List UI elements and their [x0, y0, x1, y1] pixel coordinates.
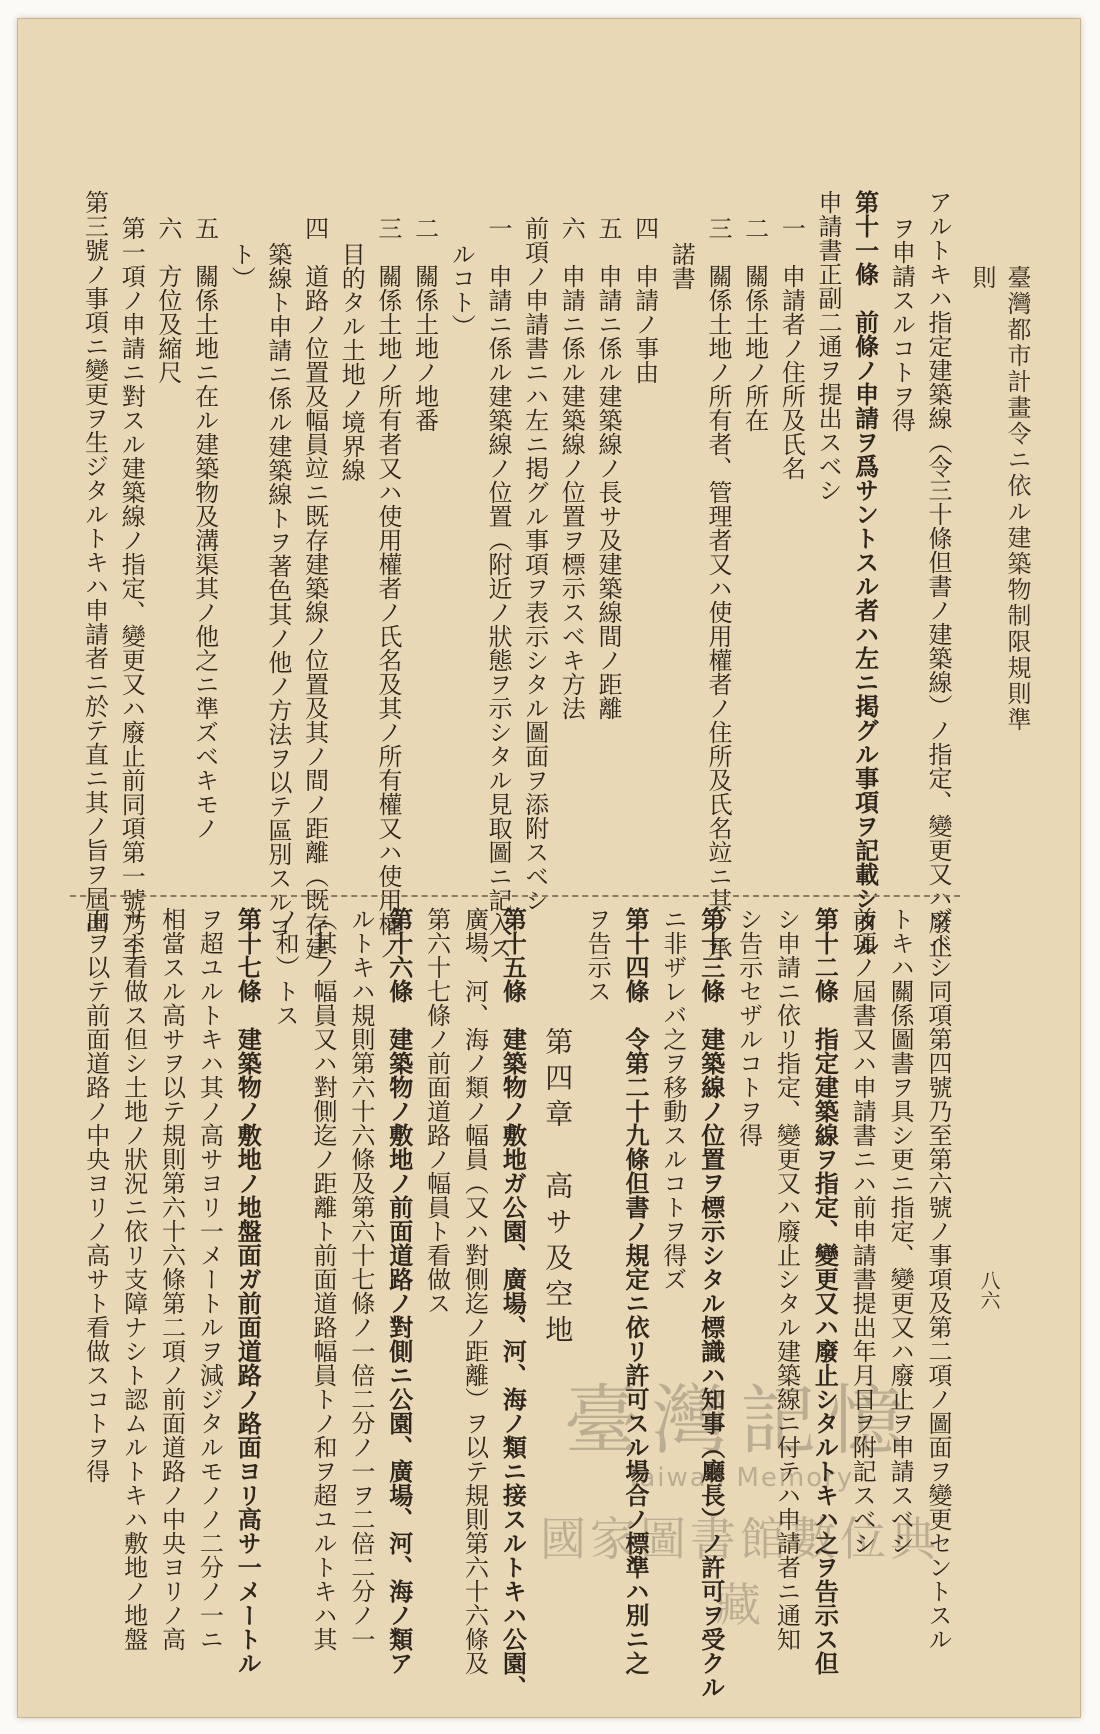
text-column: アルトキハ指定建築線（令三十條但書ノ建築線）ノ指定、變更又ハ廢止 — [924, 190, 952, 958]
text-column: ト） — [227, 242, 256, 290]
page-number: 八六 — [977, 1270, 1001, 1310]
text-column: シ申請ニ依リ指定、變更又ハ廢止シタル建築線ニ付テハ申請者ニ通知 — [772, 907, 801, 1651]
article-14-heading: 第十四條 令第二十九條但書ノ規定ニ依リ許可スル場合ノ標準ハ別ニ之 — [621, 907, 650, 1675]
text-column: 築線ト申請ニ係ル建築線トヲ著色其ノ他ノ方法ヲ以テ區別スルコ — [263, 242, 292, 938]
list-item: 六 方位及縮尺 — [153, 216, 182, 384]
text-column: ニ非ザレバ之ヲ移動スルコトヲ得ズ — [658, 907, 687, 1291]
article-11-heading: 第十一條 前條ノ申請ヲ爲サントスル者ハ左ニ掲グル事項ヲ記載シタル — [850, 190, 880, 958]
article-16-heading: 第十六條 建築物ノ敷地ノ前面道路ノ對側ニ公園、廣場、河、海ノ類ア — [384, 907, 414, 1675]
article-17-heading: 第十七條 建築物ノ敷地ノ地盤面ガ前面道路ノ路面ヨリ高サ一メートル — [233, 907, 263, 1675]
text-column: ヅベシ同項第四號乃至第六號ノ事項及第二項ノ圖面ヲ變更セントスル — [924, 907, 952, 1651]
section-divider — [70, 895, 960, 897]
text-column: ノ和）トス — [271, 907, 300, 1027]
text-column: ルコト） — [447, 242, 476, 338]
text-column: 前項ノ申請書ニハ左ニ掲グル事項ヲ表示シタル圖面ヲ添附スベシ — [520, 216, 549, 912]
text-column: 第六十七條ノ前面道路ノ幅員ト看做ス — [422, 907, 451, 1315]
text-column: ヲ申請スルコトヲ得 — [887, 216, 916, 432]
text-column: 申請書正副二通ヲ提出スベシ — [813, 190, 842, 502]
text-column: 相當スル高サヲ以テ規則第六十六條第二項ノ前面道路ノ中央ヨリノ高 — [157, 907, 186, 1651]
text-column: 面ヲ以テ前面道路ノ中央ヨリノ高サト看做スコトヲ得 — [81, 907, 110, 1483]
list-item: 一 申請ニ係ル建築線ノ位置（附近ノ狀態ヲ示シタル見取圖ニ記入ス — [483, 216, 512, 960]
running-title: 臺灣都市計畫令ニ依ル建築物制限規則準則 — [968, 265, 1031, 733]
list-item: 三 關係土地ノ所有者、管理者又ハ使用權者ノ住所及氏名竝ニ其ノ承 — [703, 216, 732, 960]
text-column: トキハ關係圖書ヲ具シ更ニ指定、變更又ハ廢止ヲ申請スベシ — [886, 907, 915, 1555]
list-item: 六 申請ニ係ル建築線ノ位置ヲ標示スベキ方法 — [557, 216, 586, 720]
text-column: サト看做ス但シ土地ノ狀況ニ依リ支障ナシト認ムルトキハ敷地ノ地盤 — [119, 907, 148, 1651]
text-column: ルトキハ規則第六十六條及第六十七條ノ一倍二分ノ一ヲ二倍二分ノ一 — [346, 907, 375, 1651]
list-item: 二 關係土地ノ所在 — [740, 216, 769, 432]
article-15-heading: 第十五條 建築物ノ敷地ガ公園、廣場、河、海ノ類ニ接スルトキハ公園、 — [498, 907, 528, 1699]
chapter-heading: 第四章 高サ及空地 — [541, 1027, 575, 1351]
list-item: 四 申請ノ事由 — [630, 216, 659, 384]
list-item: 三 關係土地ノ所有者又ハ使用權者ノ氏名及其ノ所有權又ハ使用權ノ — [373, 216, 402, 960]
list-item: 四 道路ノ位置及幅員竝ニ既存建築線ノ位置及其ノ間ノ距離（既存建 — [300, 216, 329, 960]
list-item: 五 申請ニ係ル建築線ノ長サ及建築線間ノ距離 — [593, 216, 622, 720]
watermark-main: 臺灣記憶 — [564, 1376, 916, 1465]
watermark-library: 國家圖書館數位典藏 — [540, 1512, 940, 1632]
text-column: 廣場、河、海ノ類ノ幅員（又ハ對側迄ノ距離）ヲ以テ規則第六十六條及 — [460, 907, 489, 1675]
text-column: 第三號ノ事項ニ變更ヲ生ジタルトキハ申請者ニ於テ直ニ其ノ旨ヲ屆出 — [80, 190, 109, 934]
text-column: 前項ノ屆書又ハ申請書ニハ前申請書提出年月日ヲ附記スベシ — [848, 907, 877, 1555]
article-12-heading: 第十二條 指定建築線ヲ指定、變更又ハ廢止シタルトキハ之ヲ告示ス但 — [810, 907, 840, 1675]
library-watermark — [520, 1360, 960, 1660]
list-item: 五 關係土地ニ在ル建築物及溝渠其ノ他之ニ準ズベキモノ — [190, 216, 219, 840]
text-column: 目的タル土地ノ境界線 — [337, 242, 366, 482]
text-column: シ告示セザルコトヲ得 — [734, 907, 763, 1147]
watermark-sub: Taiwan Memory — [625, 1463, 855, 1493]
text-column: 第一項ノ申請ニ對スル建築線ノ指定、變更又ハ廢止前同項第一號乃至 — [117, 216, 146, 960]
text-column: 諾書 — [667, 242, 696, 290]
text-column: （其ノ幅員又ハ對側迄ノ距離ト前面道路幅員トノ和ヲ超ユルトキハ其 — [309, 907, 338, 1651]
text-column: ヲ超ユルトキハ其ノ高サヨリ一メートルヲ減ジタルモノノ二分ノ一ニ — [195, 907, 224, 1651]
text-column: ヲ告示ス — [583, 907, 612, 1003]
article-13-heading: 第十三條 建築線ノ位置ヲ標示シタル標識ハ知事（廳長）ノ許可ヲ受クル — [696, 907, 726, 1699]
list-item: 二 關係土地ノ地番 — [410, 216, 439, 432]
list-item: 一 申請者ノ住所及氏名 — [777, 216, 806, 480]
